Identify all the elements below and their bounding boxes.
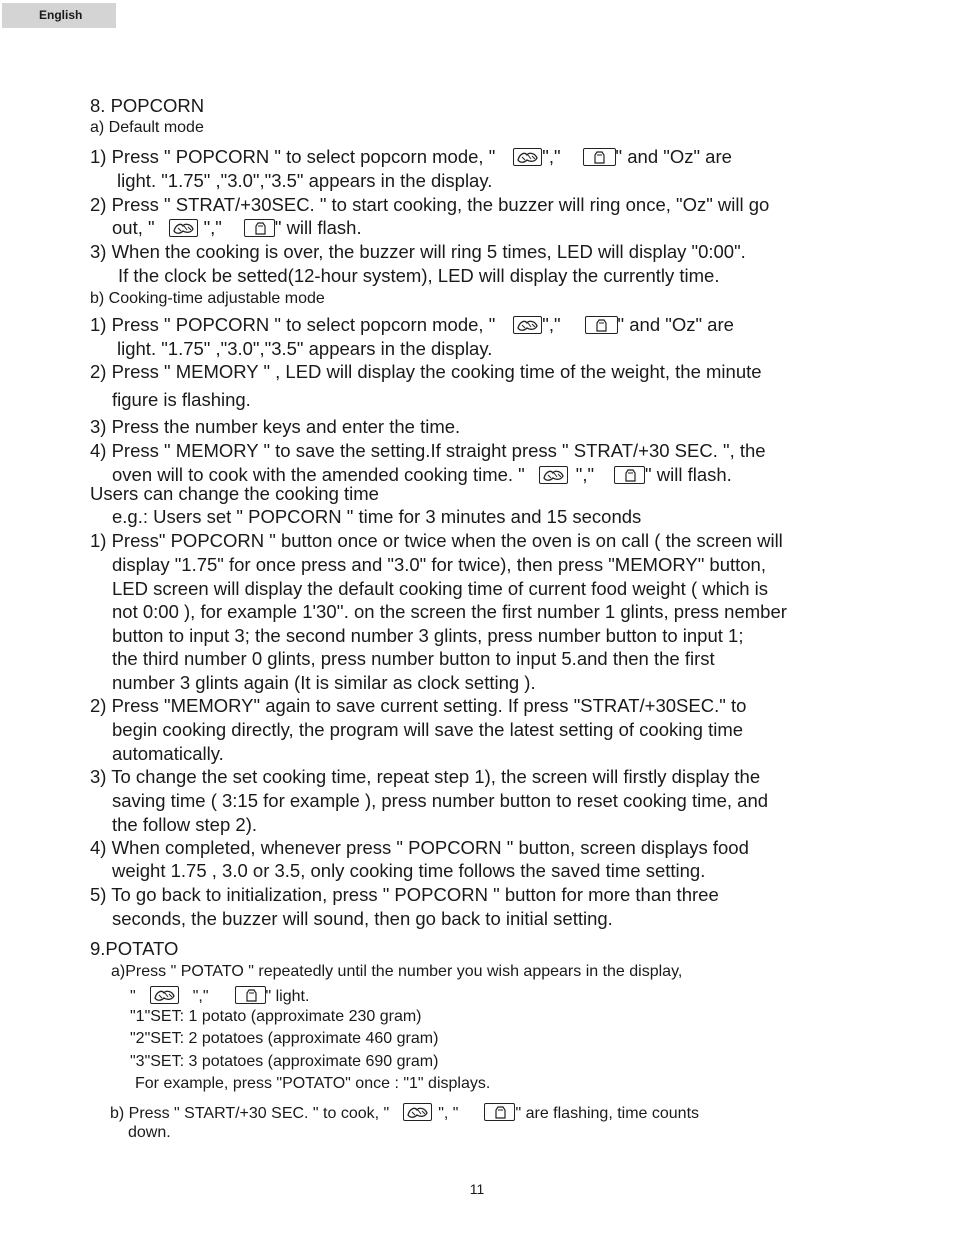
popcorn-icon — [403, 1103, 432, 1121]
default-step3-line1: 3) When the cooking is over, the buzzer will ring 5 times, LED will display "0:00". — [90, 241, 746, 262]
default-step2-text-b: out, " — [112, 217, 155, 238]
default-step1-text-c: " and "Oz" are — [615, 146, 732, 167]
users-step-line: the follow step 2). — [112, 814, 257, 835]
default-step2-text-c: "," — [203, 217, 222, 238]
users-step-line: seconds, the buzzer will sound, then go back to initial setting. — [112, 908, 613, 929]
popcorn-icon — [150, 986, 179, 1004]
users-step-line: the third number 0 glints, press number button to input 5.and then the first — [112, 648, 715, 669]
users-step-line: begin cooking directly, the program will save the latest setting of cooking time — [112, 719, 744, 740]
food-bag-icon — [585, 316, 618, 334]
food-bag-icon — [583, 148, 616, 166]
adjustable-step2-line1: 2) Press " MEMORY " , LED will display the cooking time of the weight, the minute — [90, 361, 762, 382]
adjustable-step4-text-c: "," — [575, 464, 595, 485]
adjustable-step4-text-b: oven will to cook with the amended cooking time. " — [112, 464, 525, 485]
default-step2-text-d: " will flash. — [274, 217, 362, 238]
users-step-line: 2) Press "MEMORY" again to save current setting. If press "STRAT/+30SEC." to — [90, 695, 747, 716]
food-bag-icon — [235, 986, 266, 1004]
potato-step-b-line1 — [110, 1103, 699, 1122]
default-step1-text-b: "," — [542, 146, 561, 167]
potato-step-a-line1: a)Press " POTATO " repeatedly until the number you wish appears in the display, — [111, 963, 683, 980]
language-label: English — [39, 8, 83, 22]
users-step-line: automatically. — [112, 743, 224, 764]
default-step3-line2: If the clock be setted(12-hour system), LED will display the currently time. — [118, 265, 720, 286]
users-step-line: not 0:00 ), for example 1'30''. on the screen the first number 1 glints, press nember — [112, 601, 787, 622]
section-8-title: 8. POPCORN — [90, 95, 205, 116]
users-change-heading: Users can change the cooking time — [90, 483, 379, 504]
potato-set-1: "1"SET: 1 potato (approximate 230 gram) — [130, 1008, 422, 1025]
adjustable-step1-text-b: "," — [542, 314, 561, 335]
potato-b-text-c: " are flashing, time counts — [515, 1105, 700, 1122]
default-step1-text-a: 1) Press " POPCORN " to select popcorn mode, " — [90, 146, 496, 167]
popcorn-icon — [539, 466, 568, 484]
adjustable-mode-heading: b) Cooking-time adjustable mode — [90, 290, 325, 307]
potato-step-b-line2: down. — [128, 1124, 171, 1141]
potato-a-text-b: "," — [192, 988, 209, 1005]
popcorn-icon — [513, 148, 542, 166]
adjustable-step1-line2: light. "1.75" ,"3.0","3.5" appears in the display. — [117, 338, 493, 359]
potato-a-text-a: " — [130, 988, 136, 1005]
users-step-line: display "1.75" for once press and "3.0" for twice), then press "MEMORY" button, — [112, 554, 766, 575]
adjustable-step3: 3) Press the number keys and enter the time. — [90, 416, 461, 437]
users-change-example: e.g.: Users set " POPCORN " time for 3 minutes and 15 seconds — [112, 506, 642, 527]
default-step2-line2 — [112, 219, 362, 238]
potato-set-2: "2"SET: 2 potatoes (approximate 460 gram) — [130, 1030, 439, 1047]
users-step-line: 3) To change the set cooking time, repeat step 1), the screen will firstly display the — [90, 766, 761, 787]
users-step-line: number 3 glints again (It is similar as clock setting ). — [112, 672, 536, 693]
popcorn-icon — [513, 316, 542, 334]
default-mode-heading: a) Default mode — [90, 119, 204, 136]
users-step-line: 4) When completed, whenever press " POPCORN " button, screen displays food — [90, 837, 749, 858]
potato-a-text-c: " light. — [265, 988, 310, 1005]
potato-b-text-a: b) Press " START/+30 SEC. " to cook, " — [110, 1105, 390, 1122]
food-bag-icon — [614, 466, 645, 484]
adjustable-step4-line2 — [112, 466, 732, 485]
popcorn-icon — [169, 219, 198, 237]
users-step-line: 5) To go back to initialization, press " POPCORN " button for more than three — [90, 884, 719, 905]
adjustable-step4-text-d: " will flash. — [645, 464, 732, 485]
users-step-line: saving time ( 3:15 for example ), press number button to reset cooking time, and — [112, 790, 769, 811]
food-bag-icon — [244, 219, 275, 237]
potato-example: For example, press "POTATO" once : "1" displays. — [135, 1075, 491, 1092]
adjustable-step1-text-c: " and "Oz" are — [617, 314, 734, 335]
page-number: 11 — [469, 1181, 485, 1197]
potato-b-text-b: ", " — [438, 1105, 459, 1122]
users-step-line: LED screen will display the default cooking time of current food weight ( which is — [112, 578, 769, 599]
adjustable-step1-line1 — [90, 316, 734, 335]
default-step1-line2: light. "1.75" ,"3.0","3.5" appears in the display. — [117, 170, 493, 191]
users-step-line: 1) Press" POPCORN " button once or twice when the oven is on call ( the screen will — [90, 530, 783, 551]
adjustable-step1-text-a: 1) Press " POPCORN " to select popcorn mode, " — [90, 314, 496, 335]
potato-set-3: "3"SET: 3 potatoes (approximate 690 gram) — [130, 1053, 439, 1070]
food-bag-icon — [484, 1103, 515, 1121]
adjustable-step2-line2: figure is flashing. — [112, 389, 251, 410]
default-step2-line1: 2) Press " STRAT/+30SEC. " to start cooking, the buzzer will ring once, "Oz" will go — [90, 194, 770, 215]
users-step-line: weight 1.75 , 3.0 or 3.5, only cooking time follows the saved time setting. — [112, 860, 706, 881]
default-step1-line1 — [90, 148, 732, 167]
language-tab — [2, 3, 116, 28]
potato-step-a-line2 — [130, 986, 309, 1005]
adjustable-step4-line1: 4) Press " MEMORY " to save the setting.If straight press " STRAT/+30 SEC. ", the — [90, 440, 766, 461]
section-9-title: 9.POTATO — [90, 938, 179, 959]
users-step-line: button to input 3; the second number 3 glints, press number button to input 1; — [112, 625, 744, 646]
